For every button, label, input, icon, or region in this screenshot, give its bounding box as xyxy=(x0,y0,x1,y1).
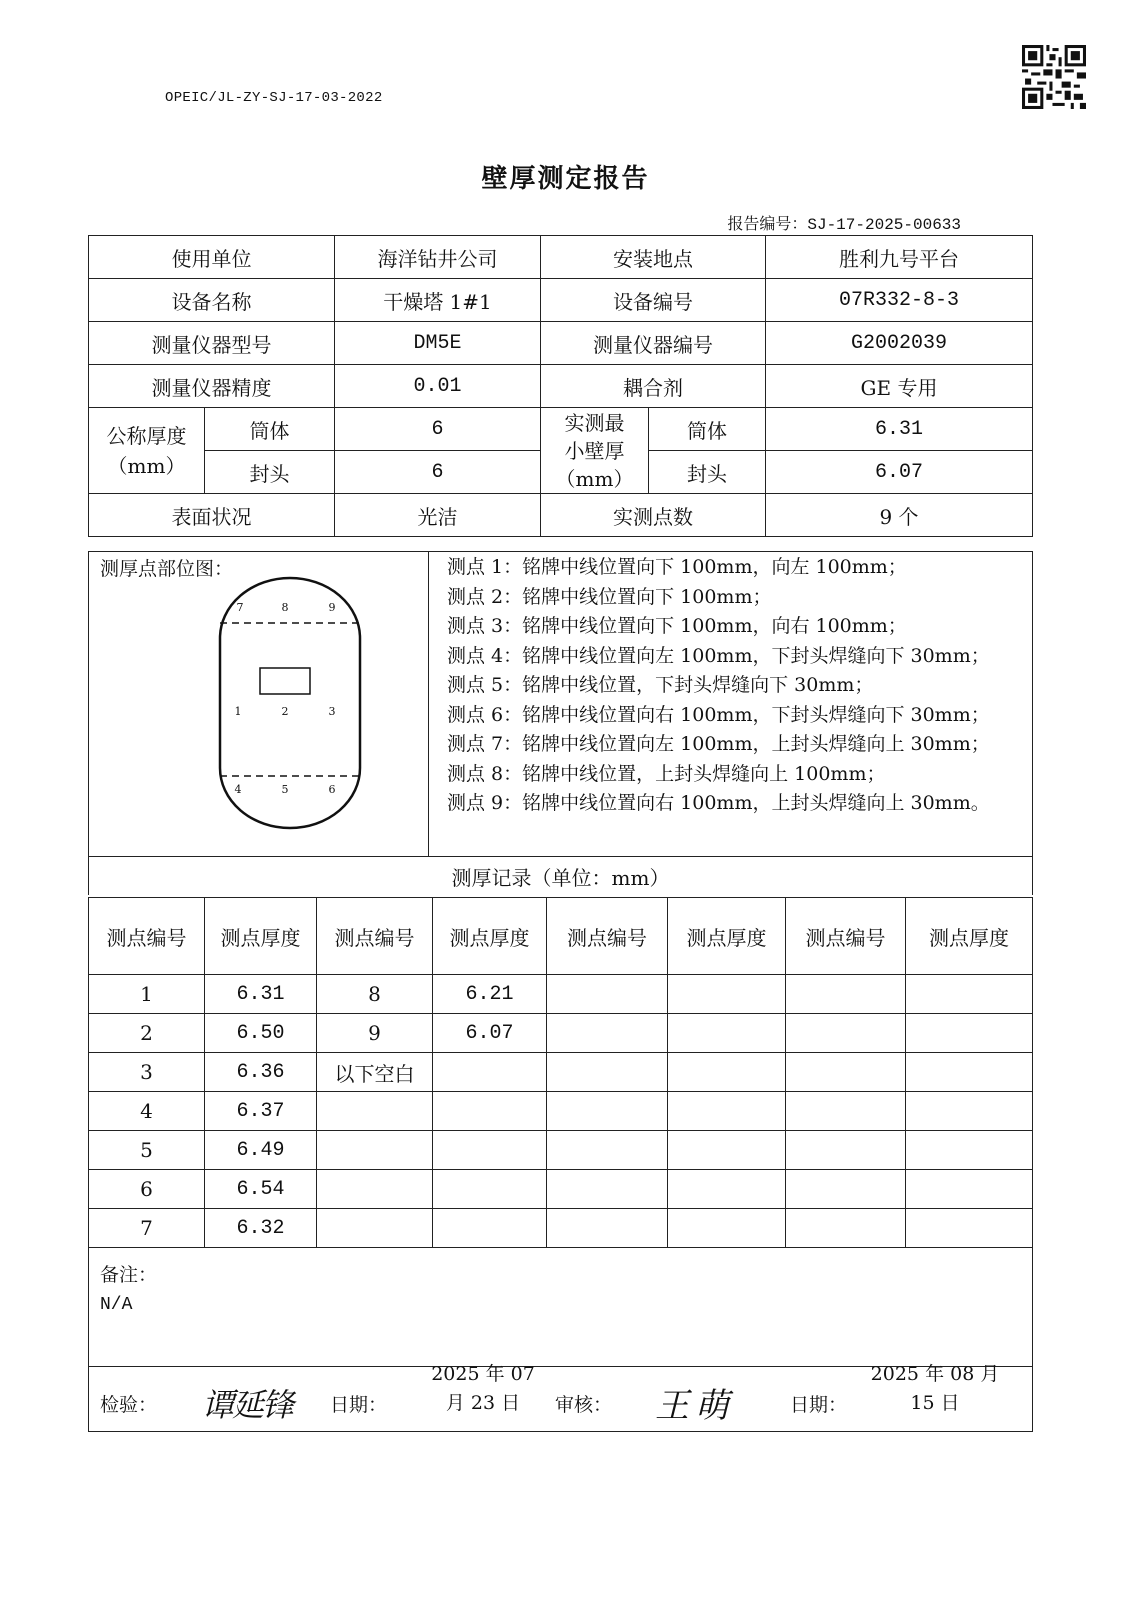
min-head-value: 6.07 xyxy=(766,451,1033,494)
point-number-cell: 3 xyxy=(89,1053,205,1092)
remark-value: N/A xyxy=(100,1295,133,1315)
surface-label: 表面状况 xyxy=(89,494,335,537)
instr-acc-value: 0.01 xyxy=(335,365,541,408)
point-thickness-cell xyxy=(668,1170,786,1209)
point-number-cell: 2 xyxy=(89,1014,205,1053)
nominal-shell-label: 筒体 xyxy=(205,408,335,451)
location-value: 胜利九号平台 xyxy=(766,236,1033,279)
min-shell-value: 6.31 xyxy=(766,408,1033,451)
point-label-6: 6 xyxy=(328,783,336,796)
inspect-date-line1: 2025 年 07 xyxy=(431,1363,535,1385)
point-number-cell xyxy=(786,1053,906,1092)
point-label-7: 7 xyxy=(236,601,244,614)
qr-code-icon xyxy=(1022,45,1086,109)
point-thickness-cell: 6.36 xyxy=(205,1053,317,1092)
couplant-value: GE 专用 xyxy=(766,365,1033,408)
point-number-cell xyxy=(547,1170,668,1209)
record-row xyxy=(89,1092,1033,1131)
remark-label: 备注： xyxy=(100,1264,158,1286)
instr-acc-label: 测量仪器精度 xyxy=(89,365,335,408)
nominal-shell-value: 6 xyxy=(335,408,541,451)
note-item: 测点 3：铭牌中线位置向下 100mm，向右 100mm； xyxy=(447,615,907,637)
record-title: 测厚记录（单位：mm） xyxy=(89,857,1033,896)
record-header-cell: 测点编号 xyxy=(786,898,906,975)
equip-name-value: 干燥塔 1#1 xyxy=(335,279,541,322)
document-code: OPEIC/JL-ZY-SJ-17-03-2022 xyxy=(165,90,383,106)
note-item: 测点 6：铭牌中线位置向右 100mm，下封头焊缝向下 30mm； xyxy=(447,703,990,726)
point-thickness-cell xyxy=(906,1053,1033,1092)
instr-no-label: 测量仪器编号 xyxy=(541,322,766,365)
record-table xyxy=(88,897,1033,1432)
record-row xyxy=(89,1053,1033,1092)
point-number-cell: 7 xyxy=(89,1209,205,1248)
point-number-cell xyxy=(317,1209,433,1248)
point-number-cell: 1 xyxy=(89,975,205,1014)
report-number-value: SJ-17-2025-00633 xyxy=(807,216,961,234)
record-row xyxy=(89,1209,1033,1248)
point-thickness-cell: 6.07 xyxy=(433,1014,547,1053)
min-head-label: 封头 xyxy=(649,451,766,494)
point-label-1: 1 xyxy=(234,705,242,718)
instr-model-label: 测量仪器型号 xyxy=(89,322,335,365)
point-label-3: 3 xyxy=(328,705,336,718)
points-count-label: 实测点数 xyxy=(541,494,766,537)
point-thickness-cell: 6.54 xyxy=(205,1170,317,1209)
point-label-2: 2 xyxy=(281,705,289,718)
point-number-cell: 8 xyxy=(317,975,433,1014)
couplant-label: 耦合剂 xyxy=(541,365,766,408)
point-number-cell xyxy=(547,1014,668,1053)
nominal-head-label: 封头 xyxy=(205,451,335,494)
nominal-thickness-label: 公称厚度（mm） xyxy=(89,408,205,494)
nameplate-box xyxy=(260,668,310,694)
point-thickness-cell xyxy=(668,1053,786,1092)
vessel-diagram xyxy=(210,568,370,838)
point-number-cell xyxy=(547,1209,668,1248)
point-thickness-cell xyxy=(906,1209,1033,1248)
point-thickness-cell xyxy=(433,1209,547,1248)
equip-name-label: 设备名称 xyxy=(89,279,335,322)
record-header-cell: 测点编号 xyxy=(547,898,668,975)
surface-value: 光洁 xyxy=(335,494,541,537)
point-number-cell xyxy=(317,1131,433,1170)
point-label-8: 8 xyxy=(281,601,289,614)
record-header-cell: 测点厚度 xyxy=(205,898,317,975)
review-date-line2: 15 日 xyxy=(910,1392,960,1414)
points-count-value: 9 个 xyxy=(766,494,1033,537)
point-label-5: 5 xyxy=(281,783,289,796)
record-header-cell: 测点厚度 xyxy=(906,898,1033,975)
note-item: 测点 2：铭牌中线位置向下 100mm； xyxy=(447,585,772,608)
point-number-cell: 9 xyxy=(317,1014,433,1053)
review-label: 审核： xyxy=(555,1394,613,1416)
inspect-label: 检验： xyxy=(100,1394,158,1416)
report-number xyxy=(727,211,961,234)
point-number-cell: 5 xyxy=(89,1131,205,1170)
record-header-cell: 测点厚度 xyxy=(433,898,547,975)
point-number-cell: 6 xyxy=(89,1170,205,1209)
inspect-date-label: 日期： xyxy=(330,1394,388,1416)
point-thickness-cell: 6.21 xyxy=(433,975,547,1014)
point-number-cell xyxy=(786,1170,906,1209)
inspect-date xyxy=(418,1360,548,1418)
min-shell-label: 筒体 xyxy=(649,408,766,451)
reviewer-signature: 王萌 xyxy=(655,1386,735,1426)
remark-block xyxy=(100,1260,157,1320)
instr-model-value: DM5E xyxy=(335,322,541,365)
note-item: 测点 5：铭牌中线位置，下封头焊缝向下 30mm； xyxy=(447,674,874,696)
record-header-cell: 测点编号 xyxy=(89,898,205,975)
note-item: 测点 8：铭牌中线位置，上封头焊缝向上 100mm； xyxy=(447,762,886,785)
point-label-9: 9 xyxy=(328,601,336,614)
point-number-cell: 4 xyxy=(89,1092,205,1131)
point-thickness-cell xyxy=(433,1170,547,1209)
review-date xyxy=(865,1360,1005,1418)
instr-no-value: G2002039 xyxy=(766,322,1033,365)
remark-cell xyxy=(89,1248,1033,1367)
point-thickness-cell xyxy=(668,975,786,1014)
point-thickness-cell xyxy=(433,1092,547,1131)
point-number-cell xyxy=(786,1131,906,1170)
page-title: 壁厚测定报告 xyxy=(481,164,650,194)
signature-row xyxy=(100,1363,1030,1438)
record-row xyxy=(89,1170,1033,1209)
location-label: 安装地点 xyxy=(541,236,766,279)
measurement-notes xyxy=(447,553,990,819)
point-number-cell xyxy=(786,1092,906,1131)
point-number-cell xyxy=(547,975,668,1014)
point-thickness-cell xyxy=(906,975,1033,1014)
point-number-cell xyxy=(317,1170,433,1209)
point-thickness-cell xyxy=(906,1092,1033,1131)
note-item: 测点 7：铭牌中线位置向左 100mm，上封头焊缝向上 30mm； xyxy=(447,733,990,755)
diagram-title: 测厚点部位图： xyxy=(100,558,234,580)
record-header-cell: 测点厚度 xyxy=(668,898,786,975)
record-row xyxy=(89,1014,1033,1053)
record-row xyxy=(89,1131,1033,1170)
point-number-cell xyxy=(786,975,906,1014)
point-thickness-cell xyxy=(906,1170,1033,1209)
point-thickness-cell: 6.31 xyxy=(205,975,317,1014)
note-item: 测点 9：铭牌中线位置向右 100mm，上封头焊缝向上 30mm。 xyxy=(447,792,990,814)
record-header-cell: 测点编号 xyxy=(317,898,433,975)
report-number-label: 报告编号： xyxy=(727,214,808,233)
point-number-cell xyxy=(547,1053,668,1092)
review-date-label: 日期： xyxy=(790,1394,848,1416)
point-thickness-cell xyxy=(668,1014,786,1053)
point-label-4: 4 xyxy=(234,783,242,796)
point-thickness-cell: 6.37 xyxy=(205,1092,317,1131)
record-row xyxy=(89,975,1033,1014)
point-thickness-cell: 6.32 xyxy=(205,1209,317,1248)
point-thickness-cell xyxy=(906,1014,1033,1053)
equip-no-value: 07R332-8-3 xyxy=(766,279,1033,322)
point-number-cell xyxy=(317,1092,433,1131)
point-thickness-cell xyxy=(668,1131,786,1170)
info-table xyxy=(88,235,1033,537)
user-label: 使用单位 xyxy=(89,236,335,279)
point-thickness-cell xyxy=(668,1209,786,1248)
point-number-cell xyxy=(786,1014,906,1053)
nominal-head-value: 6 xyxy=(335,451,541,494)
measured-min-label: 实测最小壁厚（mm） xyxy=(541,408,649,494)
point-thickness-cell xyxy=(433,1053,547,1092)
point-thickness-cell: 6.50 xyxy=(205,1014,317,1053)
point-thickness-cell xyxy=(433,1131,547,1170)
equip-no-label: 设备编号 xyxy=(541,279,766,322)
inspect-date-line2: 月 23 日 xyxy=(445,1392,521,1414)
point-number-cell xyxy=(547,1092,668,1131)
note-item: 测点 1：铭牌中线位置向下 100mm，向左 100mm； xyxy=(447,556,907,578)
note-item: 测点 4：铭牌中线位置向左 100mm，下封头焊缝向下 30mm； xyxy=(447,644,990,667)
user-value: 海洋钻井公司 xyxy=(335,236,541,279)
point-number-cell xyxy=(786,1209,906,1248)
point-thickness-cell: 6.49 xyxy=(205,1131,317,1170)
point-thickness-cell xyxy=(668,1092,786,1131)
inspector-signature: 谭延锋 xyxy=(202,1386,293,1424)
point-thickness-cell xyxy=(906,1131,1033,1170)
point-number-cell xyxy=(547,1131,668,1170)
point-number-cell: 以下空白 xyxy=(317,1053,433,1092)
review-date-line1: 2025 年 08 月 xyxy=(870,1363,1000,1385)
